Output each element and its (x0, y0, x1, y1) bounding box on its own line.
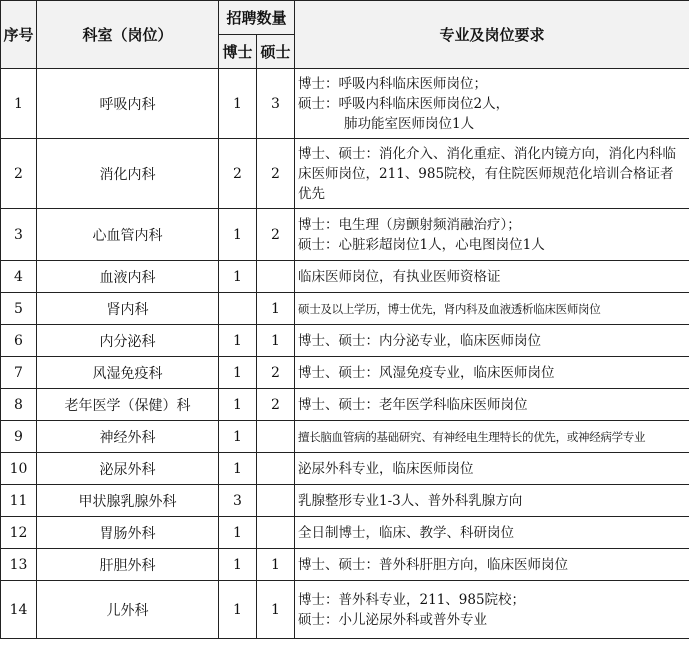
row-master-count: 1 (257, 549, 295, 581)
table-row (1, 139, 689, 209)
requirement-line: 博士、硕士：消化介入、消化重症、消化内镜方向，消化内科临床医师岗位，211、985院校，有住院医师规范化培训合格证者优先 (298, 145, 677, 202)
row-seq: 3 (1, 209, 37, 261)
row-requirements (295, 517, 689, 549)
row-master-count: 1 (257, 293, 295, 325)
row-master-count: 2 (257, 357, 295, 389)
row-requirements (295, 293, 689, 325)
row-requirements (295, 357, 689, 389)
row-dept: 神经外科 (37, 421, 219, 453)
table-row (1, 357, 689, 389)
row-phd-count: 1 (219, 325, 257, 357)
row-phd-count: 1 (219, 357, 257, 389)
row-requirements (295, 549, 689, 581)
row-master-count: 3 (257, 69, 295, 139)
table-row (1, 581, 689, 639)
requirement-line: 临床医师岗位，有执业医师资格证 (298, 268, 501, 285)
row-seq: 10 (1, 453, 37, 485)
row-phd-count: 1 (219, 261, 257, 293)
row-dept: 风湿免疫科 (37, 357, 219, 389)
row-phd-count: 1 (219, 209, 257, 261)
row-seq: 8 (1, 389, 37, 421)
row-requirements (295, 139, 689, 209)
row-seq: 6 (1, 325, 37, 357)
row-master-count (257, 485, 295, 517)
row-dept: 肾内科 (37, 293, 219, 325)
row-requirements (295, 453, 689, 485)
requirement-line: 硕士：小儿泌尿外科或普外专业 (298, 611, 488, 628)
requirement-line: 博士、硕士：风湿免疫专业，临床医师岗位 (298, 364, 555, 381)
header-requirements: 专业及岗位要求 (295, 1, 689, 69)
requirement-line: 博士、硕士：内分泌专业，临床医师岗位 (298, 332, 542, 349)
row-master-count (257, 453, 295, 485)
header-master: 硕士 (257, 35, 295, 69)
table-row (1, 549, 689, 581)
row-master-count: 2 (257, 389, 295, 421)
table-row (1, 453, 689, 485)
row-seq: 1 (1, 69, 37, 139)
row-dept: 胃肠外科 (37, 517, 219, 549)
row-master-count: 1 (257, 581, 295, 639)
requirement-line: 博士、硕士：普外科肝胆方向，临床医师岗位 (298, 556, 569, 573)
row-dept: 老年医学（保健）科 (37, 389, 219, 421)
table-row (1, 209, 689, 261)
header-dept: 科室（岗位） (37, 1, 219, 69)
row-phd-count: 1 (219, 389, 257, 421)
row-requirements (295, 261, 689, 293)
row-dept: 儿外科 (37, 581, 219, 639)
requirement-line: 硕士：心脏彩超岗位1人，心电图岗位1人 (298, 236, 545, 253)
row-dept: 甲状腺乳腺外科 (37, 485, 219, 517)
row-requirements (295, 325, 689, 357)
row-phd-count: 3 (219, 485, 257, 517)
row-phd-count (219, 293, 257, 325)
requirement-line: 博士：电生理（房颤射频消融治疗）； (298, 216, 521, 233)
header-seq: 序号 (1, 1, 37, 69)
table-row (1, 421, 689, 453)
row-dept: 血液内科 (37, 261, 219, 293)
requirement-line: 全日制博士，临床、教学、科研岗位 (298, 524, 515, 541)
row-requirements (295, 485, 689, 517)
requirement-line: 肺功能室医师岗位1人 (344, 115, 475, 132)
table-row (1, 69, 689, 139)
row-seq: 11 (1, 485, 37, 517)
row-dept: 呼吸内科 (37, 69, 219, 139)
header-count: 招聘数量 (219, 1, 295, 35)
row-master-count (257, 517, 295, 549)
row-phd-count: 1 (219, 421, 257, 453)
table-row (1, 293, 689, 325)
requirement-line: 泌尿外科专业，临床医师岗位 (298, 460, 474, 477)
row-phd-count: 1 (219, 517, 257, 549)
row-dept: 内分泌科 (37, 325, 219, 357)
row-seq: 2 (1, 139, 37, 209)
row-dept: 心血管内科 (37, 209, 219, 261)
table-row (1, 389, 689, 421)
table-row (1, 485, 689, 517)
row-seq: 4 (1, 261, 37, 293)
row-phd-count: 1 (219, 69, 257, 139)
row-phd-count: 1 (219, 581, 257, 639)
row-seq: 5 (1, 293, 37, 325)
row-phd-count: 1 (219, 453, 257, 485)
row-master-count: 2 (257, 209, 295, 261)
requirement-line: 硕士：呼吸内科临床医师岗位2人， (298, 95, 510, 112)
requirement-line: 博士、硕士：老年医学科临床医师岗位 (298, 396, 528, 413)
row-phd-count: 1 (219, 549, 257, 581)
row-master-count: 1 (257, 325, 295, 357)
row-requirements (295, 581, 689, 639)
row-master-count (257, 421, 295, 453)
requirement-line: 博士：普外科专业，211、985院校； (298, 591, 526, 608)
row-requirements (295, 421, 689, 453)
row-seq: 12 (1, 517, 37, 549)
table-row (1, 517, 689, 549)
row-master-count (257, 261, 295, 293)
row-phd-count: 2 (219, 139, 257, 209)
row-seq: 7 (1, 357, 37, 389)
row-requirements (295, 69, 689, 139)
row-seq: 9 (1, 421, 37, 453)
row-dept: 泌尿外科 (37, 453, 219, 485)
requirement-line: 博士：呼吸内科临床医师岗位； (298, 75, 488, 92)
row-dept: 消化内科 (37, 139, 219, 209)
requirement-line: 乳腺整形专业1-3人、普外科乳腺方向 (298, 492, 523, 509)
row-seq: 14 (1, 581, 37, 639)
table-row (1, 325, 689, 357)
row-dept: 肝胆外科 (37, 549, 219, 581)
header-phd: 博士 (219, 35, 257, 69)
row-master-count: 2 (257, 139, 295, 209)
row-requirements (295, 389, 689, 421)
row-requirements (295, 209, 689, 261)
table-row (1, 261, 689, 293)
row-seq: 13 (1, 549, 37, 581)
requirement-line: 擅长脑血管病的基础研究、有神经电生理特长的优先，或神经病学专业 (298, 429, 646, 444)
requirement-line: 硕士及以上学历，博士优先，肾内科及血液透析临床医师岗位 (298, 301, 601, 316)
